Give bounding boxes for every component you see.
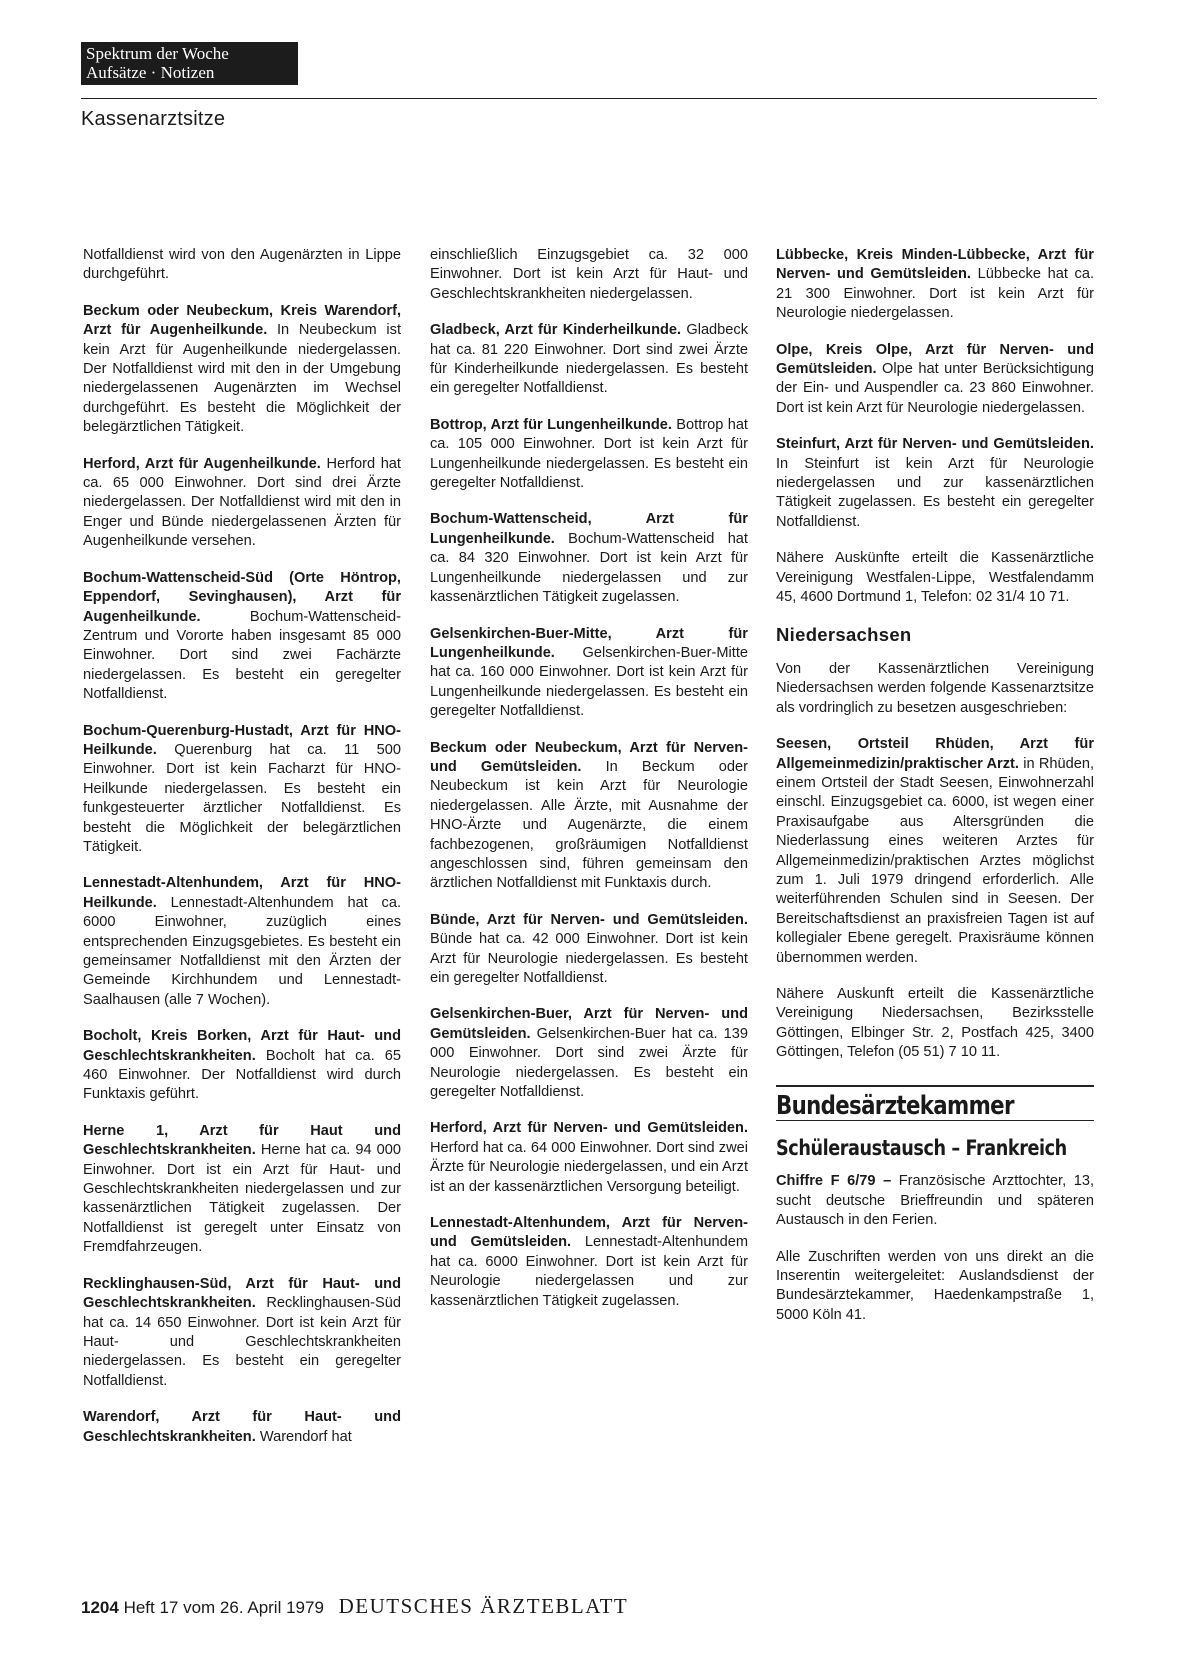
entry-text: In Neubeckum ist kein Arzt für Augenheilkunde niedergelassen. Der Notfalldienst wird mit den in der Umgebung niedergelassenen Augenärzten im Wechsel durchgeführt. Es besteht die Möglichkeit der belegärztlichen Tätigkeit. — [83, 322, 402, 436]
entry-text: Gelsenkirchen-Buer hat ca. 139 000 Einwohner. Dort sind zwei Ärzte für Neurologie niedergelassen. Es besteht ein geregelter Notfalldienst. — [430, 1025, 748, 1101]
entry-text: Französische Arzttochter, 13, sucht deutsche Brieffreundin und späteren Austausch in den Ferien. — [776, 1173, 1094, 1229]
entry-text: Herford hat ca. 64 000 Einwohner. Dort sind zwei Ärzte für Neurologie niedergelassen, und ein Arzt ist an der kassenärztlichen Versorgung beteiligt. — [430, 1139, 749, 1195]
entry-text: Gladbeck hat ca. 81 220 Einwohner. Dort sind zwei Ärzte für Kinderheilkunde niedergelassen. Es besteht ein geregelter Notfalldienst. — [430, 322, 748, 397]
entry — [430, 321, 748, 399]
entry-heading: Bochum-Wattenscheid, Arzt für Lungenheilkunde. — [430, 511, 748, 547]
entry-heading: Bochum-Querenburg-Hustadt, Arzt für HNO-Heilkunde. — [83, 722, 401, 758]
entry — [776, 1172, 1094, 1230]
big-heading: Bundesärztekammer — [776, 1090, 1014, 1121]
entry-heading: Herford, Arzt für Augenheilkunde. — [83, 455, 321, 472]
entry-heading: Warendorf, Arzt für Haut- und Geschlechtskrankheiten. — [83, 1409, 401, 1445]
entry-heading: Seesen, Ortsteil Rhüden, Arzt für Allgemeinmedizin/praktischer Arzt. — [776, 736, 1094, 772]
entry-heading: Lübbecke, Kreis Minden-Lübbecke, Arzt für Nerven- und Gemütsleiden. — [776, 247, 1094, 283]
sub-heading: Schüleraustausch – Frankreich — [776, 1136, 1067, 1161]
contact-paragraph: Nähere Auskunft erteilt die Kassenärztliche Vereinigung Niedersachsen, Bezirksstelle Göttingen, Elbinger Str. 2, Postfach 425, 3400 Göttingen, Telefon (05 51) 7 10 11. — [776, 986, 1094, 1061]
region-heading: Niedersachsen — [776, 623, 912, 645]
entry-text: Recklinghausen-Süd hat ca. 14 650 Einwohner. Dort ist kein Arzt für Haut- und Geschlechtskrankheiten niedergelassen. Es besteht ein geregelter Notfalldienst. — [83, 1295, 401, 1389]
entry — [83, 874, 401, 1010]
entry-heading: Olpe, Kreis Olpe, Arzt für Nerven- und Gemütsleiden. — [776, 341, 1094, 378]
entry-text: Warendorf hat — [259, 1428, 352, 1445]
masthead-line-2: Aufsätze · Notizen — [86, 63, 215, 82]
entry — [430, 911, 748, 989]
entry-heading: Bottrop, Arzt für Lungenheilkunde. — [430, 416, 672, 433]
entry-heading: Bocholt, Kreis Borken, Arzt für Haut- und Geschlechtskrankheiten. — [83, 1028, 401, 1064]
entry-heading: Gladbeck, Arzt für Kinderheilkunde. — [430, 322, 682, 339]
entry — [430, 246, 748, 304]
entry-text: Querenburg hat ca. 11 500 Einwohner. Dort ist kein Facharzt für HNO-Heilkunde niedergelassen. Es besteht ein funkgesteuerter ärztlicher Notfalldienst. Es besteht die Möglichkeit der belegärztlichen Tätigkeit. — [83, 741, 402, 855]
entry — [430, 1005, 748, 1102]
entry — [776, 549, 1094, 607]
page-number: 1204 — [81, 1598, 119, 1617]
masthead — [81, 42, 298, 85]
column-3 — [776, 246, 1094, 1342]
entry — [83, 1122, 401, 1258]
entry-text: Bünde hat ca. 42 000 Einwohner. Dort ist kein Arzt für Neurologie niedergelassen. Es besteht ein geregelter Notfalldienst. — [430, 931, 748, 986]
closing-paragraph: Alle Zuschriften werden von uns direkt an die Inserentin weitergeleitet: Auslandsdienst der Bundesärztekammer, Haedenkampstraße 1, 5000 Köln 41. — [776, 1248, 1094, 1323]
entry-text: Herford hat ca. 65 000 Einwohner. Dort sind drei Ärzte niedergelassen. Der Notfalldienst wird mit den in Enger und Bünde niedergelassenen Ärzten für Augenheilkunde versehen. — [83, 455, 401, 550]
entry-text: In Steinfurt ist kein Arzt für Neurologie niedergelassen und zur kassenärztlichen Tätigkeit zugelassen. Es besteht ein geregelter Notfalldienst. — [776, 455, 1094, 530]
entry-heading: Herford, Arzt für Nerven- und Gemütsleiden. — [430, 1120, 748, 1137]
entry — [83, 569, 401, 705]
entry-heading: Recklinghausen-Süd, Arzt für Haut- und Geschlechtskrankheiten. — [83, 1275, 401, 1312]
region-intro: Von der Kassenärztlichen Vereinigung Niedersachsen werden folgende Kassenarztsitze als vordringlich zu besetzen ausgeschrieben: — [776, 660, 1094, 716]
entry-text: Bottrop hat ca. 105 000 Einwohner. Dort ist kein Arzt für Lungenheilkunde niedergelassen. Es besteht ein geregelter Notfalldienst. — [430, 416, 748, 492]
section-rule — [776, 1085, 1094, 1087]
entry — [776, 435, 1094, 532]
entry-text: Bochum-Wattenscheid-Zentrum und Vororte haben insgesamt 85 000 Einwohner. Dort sind zwei Fachärzte niedergelassen. Es besteht ein geregelter Notfalldienst. — [83, 608, 401, 703]
entry-heading: Beckum oder Neubeckum, Arzt für Nerven- und Gemütsleiden. — [430, 739, 748, 775]
entry — [776, 735, 1094, 968]
entry-text: einschließlich Einzugsgebiet ca. 32 000 Einwohner. Dort ist kein Arzt für Haut- und Geschlechtskrankheiten niedergelassen. — [430, 247, 748, 302]
entry — [83, 1408, 401, 1447]
entry-text: in Rhüden, einem Ortsteil der Stadt Seesen, Einwohnerzahl einschl. Einzugsgebiet ca. 6000, ist wegen einer Praxisaufgabe aus Altersgründen die Niederlassung eines weiteren Arztes für Allgemeinmedizin/praktischen Arztes möglichst zum 1. Juli 1979 dringend erforderlich. Alle weiterführenden Schulen sind in Seesen. Der Bereitschaftsdienst an praxisfreien Tagen ist auf kollegialer Ebene geregelt. Praxisräume können übernommen werden. — [776, 755, 1095, 966]
entry — [430, 416, 748, 494]
entry-text: Lübbecke hat ca. 21 300 Einwohner. Dort ist kein Arzt für Neurologie niedergelassen. — [776, 266, 1095, 322]
column-1 — [83, 246, 401, 1464]
entry-heading: Gelsenkirchen-Buer, Arzt für Nerven- und Gemütsleiden. — [430, 1006, 748, 1042]
entry-text: Bocholt hat ca. 65 460 Einwohner. Der Notfalldienst wird durch Funktaxis geführt. — [83, 1047, 401, 1103]
entry-text: Herne hat ca. 94 000 Einwohner. Dort ist ein Arzt für Haut- und Geschlechtskrankheiten niedergelassen und zur kassenärztlichen Tätigkeit zugelassen. Der Notfalldienst ist geregelt unter Einsatz von Fremdfahrzeugen. — [83, 1142, 401, 1256]
entry — [430, 1119, 748, 1197]
entry-heading: Herne 1, Arzt für Haut und Geschlechtskrankheiten. — [83, 1122, 401, 1159]
entry-text: Nähere Auskünfte erteilt die Kassenärztliche Vereinigung Westfalen-Lippe, Westfalendamm 45, 4600 Dortmund 1, Telefon: 02 31/4 10 71. — [776, 550, 1094, 606]
journal-name: DEUTSCHES ÄRZTEBLATT — [338, 1594, 629, 1618]
entry — [83, 302, 401, 438]
entry-text: Gelsenkirchen-Buer-Mitte hat ca. 160 000 Einwohner. Dort ist kein Arzt für Lungenheilkunde niedergelassen. Es besteht ein geregelter Notfalldienst. — [430, 644, 748, 720]
entry — [430, 739, 748, 894]
entry-heading: Bünde, Arzt für Nerven- und Gemütsleiden. — [430, 911, 748, 928]
entry-text: In Beckum oder Neubeckum ist kein Arzt für Neurologie niedergelassen. Alle Ärzte, mit Ausnahme der HNO-Ärzte und Augenärzte, die einem fachbezogenen, großräumigen Notfalldienst angeschlossen sind, führen gemeinsam den ärztlichen Notfalldienst mit Funktaxis durch. — [430, 758, 748, 892]
entry-text: Bochum-Wattenscheid hat ca. 84 320 Einwohner. Dort ist kein Arzt für Lungenheilkunde niedergelassen und zur kassenärztlichen Tätigkeit zugelassen. — [430, 530, 748, 606]
issue-info: Heft 17 vom 26. April 1979 — [123, 1598, 324, 1617]
entry-text: Notfalldienst wird von den Augenärzten in Lippe durchgeführt. — [83, 247, 401, 283]
masthead-line-1: Spektrum der Woche — [86, 44, 229, 63]
entry — [430, 1214, 748, 1311]
page-footer — [81, 1594, 628, 1619]
entry-heading: Steinfurt, Arzt für Nerven- und Gemütsleiden. — [776, 436, 1094, 453]
entry-text: Lennestadt-Altenhundem hat ca. 6000 Einwohner, zuzüglich eines entsprechenden Einzugsgebietes. Es besteht ein gemeinsamer Notfalldienst mit den Ärzten der Gemeinde Kirchhundem und Lennestadt-Saalhausen (alle 7 Wochen). — [83, 894, 401, 1008]
entry — [430, 510, 748, 607]
entry-text: Olpe hat unter Berücksichtigung der Ein- und Auspendler ca. 23 860 Einwohner. Dort ist kein Arzt für Neurologie niedergelassen. — [776, 361, 1094, 416]
entry — [83, 722, 401, 858]
entry-heading: Lennestadt-Altenhundem, Arzt für HNO-Heilkunde. — [83, 875, 401, 911]
entry — [776, 246, 1094, 324]
entry — [83, 455, 401, 552]
entry — [83, 246, 401, 285]
entry — [776, 341, 1094, 419]
section-title: Kassenarztsitze — [81, 108, 226, 130]
entry — [430, 625, 748, 722]
entry-heading: Lennestadt-Altenhundem, Arzt für Nerven- und Gemütsleiden. — [430, 1215, 748, 1251]
entry-text: Lennestadt-Altenhundem hat ca. 6000 Einwohner. Dort ist kein Arzt für Neurologie niedergelassen und zur kassenärztlichen Tätigkeit zugelassen. — [430, 1234, 748, 1309]
entry-heading: Chiffre F 6/79 – — [776, 1173, 892, 1190]
entry — [83, 1027, 401, 1105]
column-2 — [430, 246, 748, 1328]
entry — [83, 1275, 401, 1391]
header-rule — [81, 98, 1097, 99]
entry-heading: Gelsenkirchen-Buer-Mitte, Arzt für Lungenheilkunde. — [430, 625, 748, 661]
entry-heading: Bochum-Wattenscheid-Süd (Orte Höntrop, Eppendorf, Sevinghausen), Arzt für Augenheilkunde. — [83, 569, 401, 625]
entry-heading: Beckum oder Neubeckum, Kreis Warendorf, Arzt für Augenheilkunde. — [83, 302, 401, 339]
